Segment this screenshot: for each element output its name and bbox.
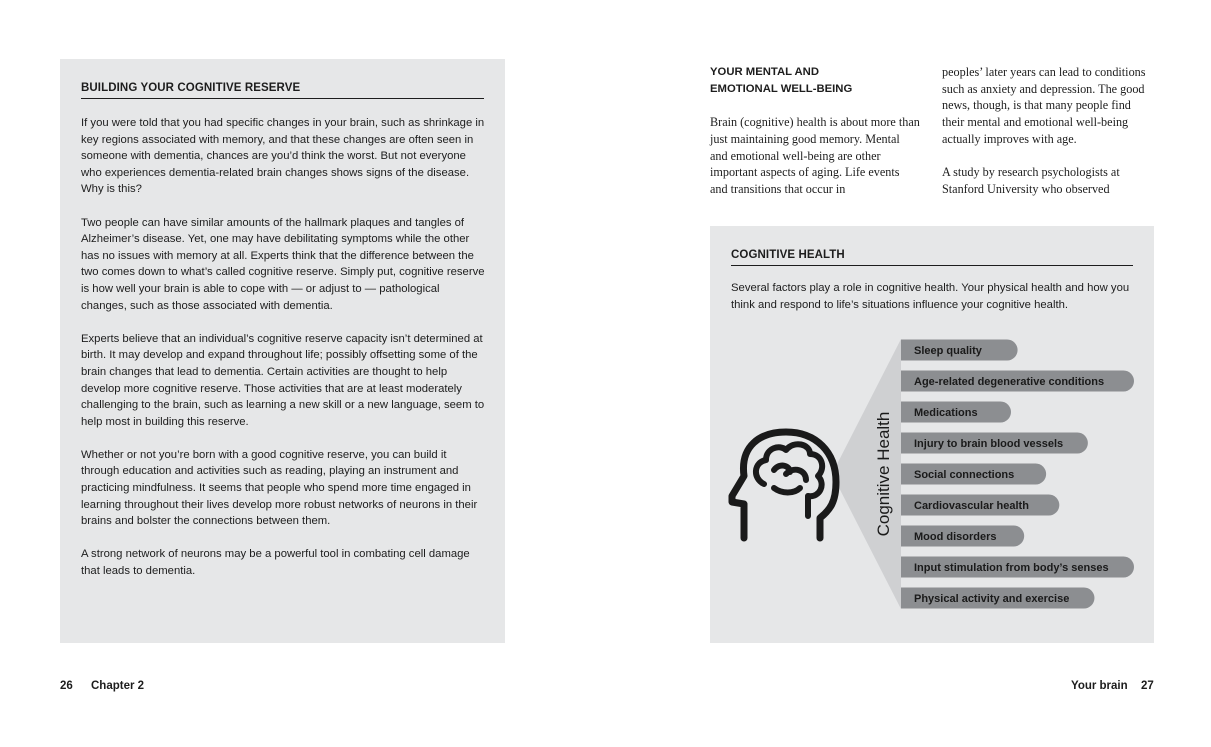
cognitive-health-intro: Several factors play a role in cognitive health. Your physical health and how you think and respond to life’s situations influence your cognitive health. xyxy=(731,282,1130,311)
factor-label: Input stimulation from body’s senses xyxy=(914,562,1109,574)
brain-head-icon xyxy=(732,432,836,538)
well-being-heading: YOUR MENTAL AND EMOTIONAL WELL-BEING xyxy=(710,66,853,95)
diagram-label: Cognitive Health xyxy=(874,411,893,537)
factor-label: Social connections xyxy=(914,469,1015,481)
paragraph: Brain (cognitive) health is about more than just maintaining good memory. Mental and emotional well-being are other important aspects of aging. Life events and transitions that occur in xyxy=(710,115,920,197)
factor-label: Age-related degenerative conditions xyxy=(914,376,1105,388)
factor-label: Injury to brain blood vessels xyxy=(914,438,1064,450)
factor-label: Physical activity and exercise xyxy=(914,593,1070,605)
paragraph: A study by research psychologists at Stanford University who observed xyxy=(942,165,1120,196)
paragraph: Two people can have similar amounts of the hallmark plaques and tangles of Alzheimer’s disease. Yet, one may have debilitating symptoms while the other has no issues with memory at all. Experts think that the difference between the two comes down to what’s called cognitive reserve. Simply put, cognitive reserve is how well your brain is able to cope with — or adjust to — pathological changes, such as those associated with dementia. xyxy=(81,216,485,312)
cognitive-health-title: COGNITIVE HEALTH xyxy=(731,249,1133,266)
paragraph: If you were told that you had specific changes in your brain, such as shrinkage in key regions associated with memory, and that these changes are often seen in someone with dementia, chances are you’d think the worst. But not everyone who experiences dementia-related brain changes shows signs of the disease. Why is this? xyxy=(81,117,485,196)
factor-label: Medications xyxy=(914,407,978,419)
page-number-left: 26 xyxy=(60,680,73,692)
cognitive-reserve-body xyxy=(81,115,487,596)
cognitive-health-box xyxy=(710,226,1154,643)
factor-label: Cardiovascular health xyxy=(914,500,1029,512)
cognitive-reserve-title: BUILDING YOUR COGNITIVE RESERVE xyxy=(81,82,484,99)
factor-label: Mood disorders xyxy=(914,531,997,543)
cognitive-reserve-box xyxy=(60,59,505,643)
page-number-right: 27 xyxy=(1141,680,1154,692)
paragraph: Experts believe that an individual’s cognitive reserve capacity isn’t determined at birth. It may develop and expand throughout life; possibly offsetting some of the brain changes that lead to dementia. Certain activities are thought to help develop more cognitive reserve. Those activities that are at least moderately challenging to the brain, such as learning a new skill or a new language, seem to help most in building this reserve. xyxy=(81,332,485,428)
running-head-left: Chapter 2 xyxy=(91,680,145,692)
paragraph: peoples’ later years can lead to conditions such as anxiety and depression. The good news, though, is that many people find their mental and emotional well-being actually improves with age. xyxy=(942,65,1146,146)
factor-label: Sleep quality xyxy=(914,345,982,357)
well-being-column-1 xyxy=(710,64,920,214)
paragraph: Whether or not you’re born with a good cognitive reserve, you can build it through education and activities such as reading, playing an instrument and practicing mindfulness. It seems that people who spend more time engaged in learning throughout their lives develop more robust networks of neurons in their brains and bolster the connections between them. xyxy=(81,448,478,528)
running-head-right: Your brain xyxy=(1071,680,1128,692)
well-being-column-2 xyxy=(942,64,1152,214)
paragraph: A strong network of neurons may be a powerful tool in combating cell damage that leads to dementia. xyxy=(81,548,470,578)
factor-bars xyxy=(901,340,1134,609)
